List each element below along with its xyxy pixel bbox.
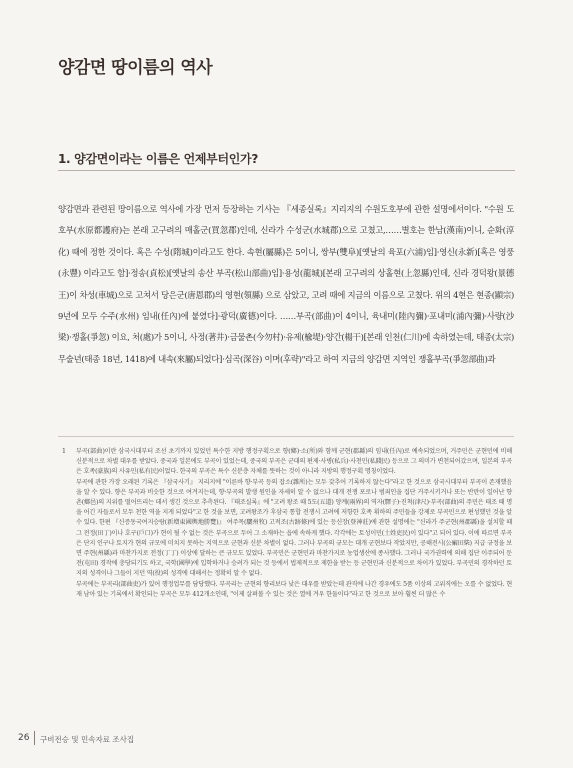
footnote-number: 1 bbox=[62, 448, 66, 455]
body-text bbox=[58, 199, 514, 370]
page-title: 양감면 땅이름의 역사 bbox=[58, 58, 213, 78]
section-divider bbox=[58, 170, 515, 171]
footnote bbox=[62, 447, 512, 600]
footnote-paragraph: 부곡에는 부곡리(部曲吏)가 있어 행정업무를 담당했다. 부곡리는 군현의 향리보다 낮은 대우를 받았는데 관직에 나간 경우에도 5품 이상의 고위직에는 오를 수 없었다. 현재 남아 있는 기록에서 확인되는 부곡은 모두 412개소인데, "이제 살펴볼 수 있는 것은 열에 겨우 한둘이다"라고 한 것으로 보아 훨씬 더 많은 수 bbox=[76, 580, 512, 598]
body-paragraph: 양감면과 관련된 땅이름으로 역사에 가장 먼저 등장하는 기사는 『세종실록』지리지의 수원도호부에 관한 설명에서이다. "수원 도호부(水原都護府)는 본래 고구려의 매홀군(買忽郡)인데, 신라가 수성군(水城郡)으로 고쳤고,……별호는 한남(漢南)이니, 순화(淳化) 때에 정한 것이다. 혹은 수성(隋城)이라고도 한다. 속현(屬縣)은 5이니, 쌍부(雙阜)[옛날의 육포(六浦)임]·영신(永新)[혹은 영풍(永豐) 이라고도 함]·정송(貞松)[옛날의 송산 부곡(松山部曲)임]·용성(龍城)[본래 고구려의 상홀현(上忽縣)인데, 신라 경덕왕(景德王)이 차성(車城)으로 고쳐서 당은군(唐恩郡)의 영현(領縣) 으로 삼았고, 고려 때에 지금의 이름으로 고쳤다. 위의 4현은 현종(顯宗) 9년에 모두 수주(水州) 임내(任內)에 붙였다]·광덕(廣德)이다. ……부곡(部曲)이 4이니, 육내미(陸內彌)·포내미(浦內彌)·사량(沙梁)·쟁홀(爭忽) 이요, 처(處)가 5이니, 사정(著井)·금물촌(今勿村)·유제(楡堤)·양간(楊干)[본래 인천(仁川)에 속하였는데, 태종(太宗) 무술년(태종 18년, 1418)에 내속(來屬)되었다]·심곡(深谷) 이며(후략)"라고 하여 지금의 양감면 지역인 쟁홀부곡(爭忽部曲)과 bbox=[58, 204, 514, 364]
footnote-paragraph: 부곡(部曲)이란 삼국시대부터 조선 초기까지 있었던 특수한 지방 행정구획으로 향(鄕)·소(所)와 함께 군현(郡縣)의 임내(任內)로 예속되었으며, 거주민은 군현민에 비해 신분적으로 차별 대우를 받았다. 중국과 일본에도 부곡이 있었는데, 중국의 부곡은 군대의 편제·사병(私兵)·사천민(私賤民) 등으로 그 의미가 변천되어갔으며, 일본의 부곡은 호족(豪族)의 사유민(私有民)이었다. 한국의 부곡은 특수 신분층 자체를 뜻하는 것이 아니라 지방의 행정구획 명칭이었다. bbox=[76, 448, 512, 476]
footer-book-title: 구비전승 및 민속자료 조사집 bbox=[40, 735, 135, 744]
footnote-divider bbox=[58, 436, 514, 437]
section-title: 1. 양감면이라는 이름은 언제부터인가? bbox=[58, 152, 258, 166]
footer-separator bbox=[34, 731, 35, 745]
page-number: 26 bbox=[18, 733, 30, 743]
footnote-paragraph: 부곡에 관한 가장 오래된 기록은 『삼국사기』 지리지에 "이른바 향·부곡 등의 잡소(雜所)는 모두 갖추어 기록하지 않는다"라고 한 것으로 삼국시대부터 부곡이 존재했음을 알 수 있다. 향은 부곡과 비슷한 것으로 여겨지는데, 향·부곡의 발생 원인을 자세히 알 수 없으나 대개 전쟁 포로나 범죄인을 집단 거주시키거나 또는 반란이 일어난 향촌(鄕邑)의 지위를 떨어뜨리는 데서 생긴 것으로 추측된다. 『태조실록』에 "고려 왕조 때 5도(五道) 양계(兩界)의 역자(驛子)·진척(津尺)·부곡(部曲)의 주민은 태조 때 명을 어긴 자들로서 모두 천한 역을 지게 되었다"고 한 것을 보면, 고려왕조가 후삼국 통합 전쟁시 고려에 저항한 호족 휘하의 주민들을 강제로 부곡민으로 편성했던 것을 알 수 있다. 한편 『신증동국여지승람(新增東國輿地勝覽)』 여주목(驪州牧) 고적조(古跡條)에 있는 등신장(登神莊)에 관한 설명에는 "신라가 주군현(州郡縣)을 설치할 때 그 전정(田丁)이나 호구(戶口)가 현이 될 수 없는 것은 부곡으로 두어 그 소재하는 읍에 속하게 했다. 각각에는 토성이민(土姓吏民)이 있다"고 되어 있다. 이에 따르면 부곡은 단지 인구나 토지가 현의 규모에 미치지 못하는 지역으로 군현과 신분 차별이 없다. 그러나 부곡의 규모는 대개 군현보다 작았지만, 공해전시(公廨田柴) 지급 규정을 보면 주현(州縣)과 마찬가지로 전정(丁丁) 이상에 달하는 큰 규모도 있었다. 부곡민은 군현민과 마찬가지로 농업생산에 종사했다. 그러나 국가권력에 의해 집단 이주되어 둔전(屯田) 경작에 충당되기도 하고, 국학(國學)에 입학하거나 승려가 되는 것 등에서 법제적으로 제한을 받는 등 군현민과 신분적으로 차이가 있었다. 부곡민의 경작하던 토지의 성격이나 그들이 지던 역(役)의 성격에 대해서는 정확히 알 수 없다. bbox=[76, 478, 512, 578]
